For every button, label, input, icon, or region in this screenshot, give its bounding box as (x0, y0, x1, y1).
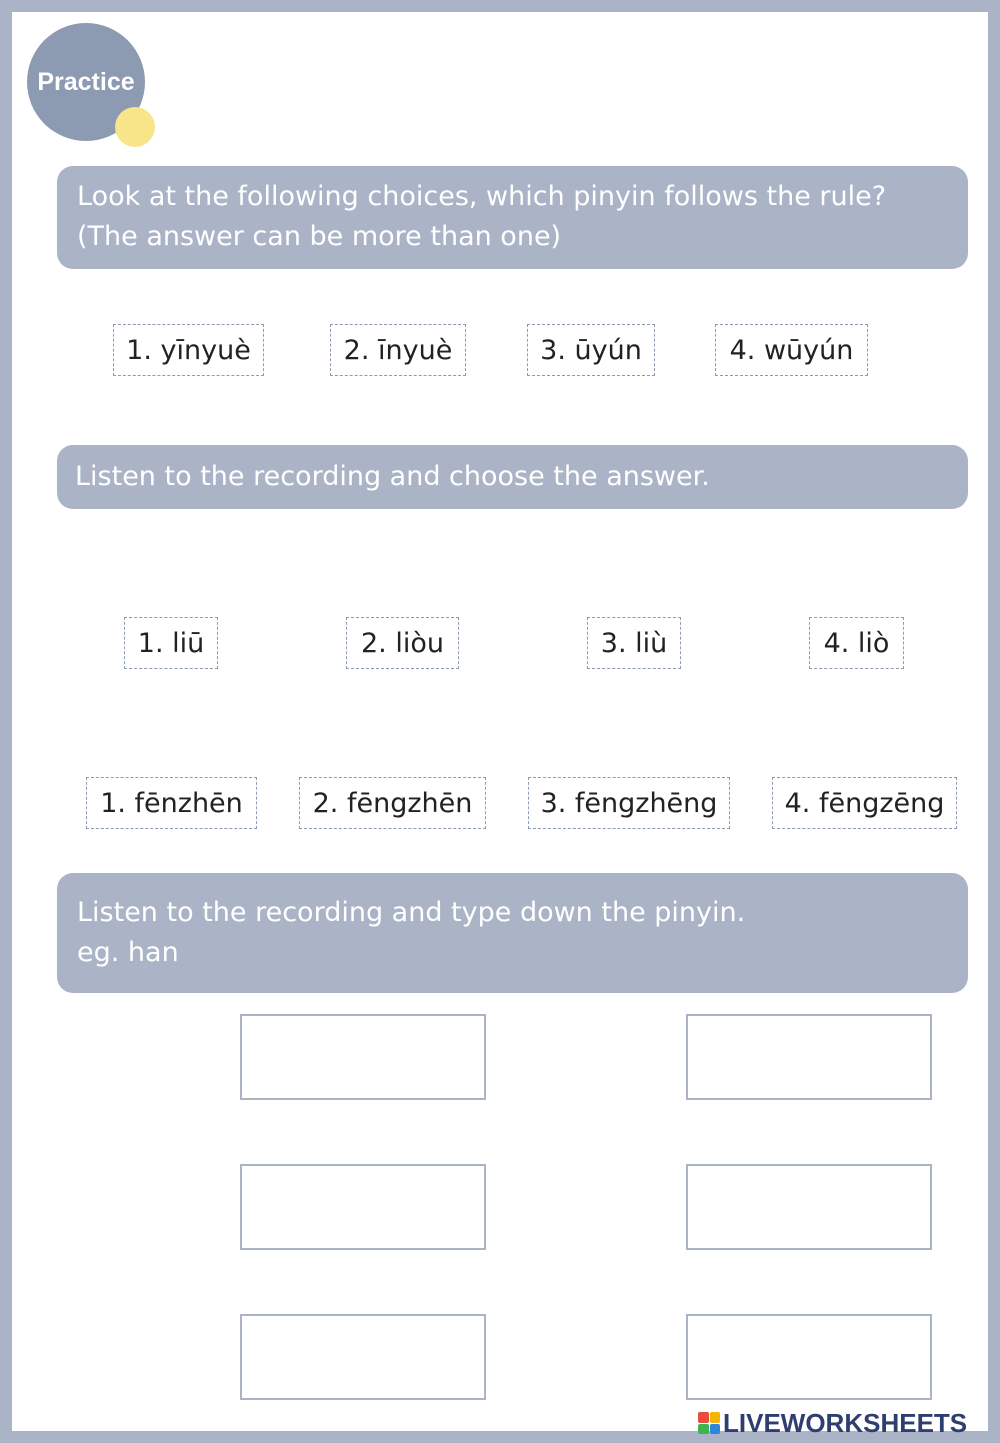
listen-option-2-3[interactable] (528, 777, 730, 829)
listen-option-1-2[interactable] (346, 617, 459, 669)
instruction-1-line-1: Look at the following choices, which pinyin follows the rule? (77, 181, 887, 212)
answer-input-4[interactable] (686, 1164, 932, 1250)
listen-option-1-1[interactable] (124, 617, 218, 669)
rule-option-3-label: 3. ūyún (540, 334, 642, 366)
listen-option-1-3[interactable] (587, 617, 681, 669)
rule-option-1[interactable] (113, 324, 264, 376)
listen-option-2-1[interactable] (86, 777, 257, 829)
listen-option-2-4[interactable] (772, 777, 957, 829)
instruction-3-example: eg. han (77, 937, 179, 968)
answer-input-1[interactable] (240, 1014, 486, 1100)
instruction-banner-1 (57, 166, 968, 269)
instruction-3-line-1: Listen to the recording and type down the pinyin. (77, 897, 746, 928)
listen-option-1-1-label: 1. liū (137, 627, 205, 659)
instruction-banner-2 (57, 445, 968, 509)
liveworksheets-brand: LIVEWORKSHEETS (723, 1407, 968, 1438)
practice-badge-label: Practice (37, 67, 135, 96)
liveworksheets-logo-icon (698, 1412, 720, 1434)
accent-dot-icon (115, 107, 155, 147)
rule-option-2-label: 2. īnyuè (343, 334, 453, 366)
listen-option-1-3-label: 3. liù (600, 627, 668, 659)
instruction-1-line-2: (The answer can be more than one) (77, 221, 562, 252)
instruction-banner-3 (57, 873, 968, 993)
rule-option-4-label: 4. wūyún (729, 334, 854, 366)
rule-option-4[interactable] (715, 324, 868, 376)
rule-option-3[interactable] (527, 324, 655, 376)
answer-input-2[interactable] (686, 1014, 932, 1100)
listen-option-2-2[interactable] (299, 777, 486, 829)
instruction-2-text: Listen to the recording and choose the answer. (75, 461, 710, 492)
rule-option-1-label: 1. yīnyuè (126, 334, 251, 366)
answer-input-6[interactable] (686, 1314, 932, 1400)
rule-option-2[interactable] (330, 324, 466, 376)
listen-option-2-4-label: 4. fēngzēng (784, 787, 945, 819)
listen-option-1-2-label: 2. liòu (361, 627, 444, 659)
listen-option-1-4[interactable] (809, 617, 904, 669)
listen-option-2-3-label: 3. fēngzhēng (540, 787, 718, 819)
listen-option-2-2-label: 2. fēngzhēn (312, 787, 473, 819)
answer-input-3[interactable] (240, 1164, 486, 1250)
listen-option-1-4-label: 4. liò (823, 627, 890, 659)
listen-option-2-1-label: 1. fēnzhēn (100, 787, 243, 819)
answer-input-5[interactable] (240, 1314, 486, 1400)
liveworksheets-footer[interactable] (698, 1408, 967, 1438)
